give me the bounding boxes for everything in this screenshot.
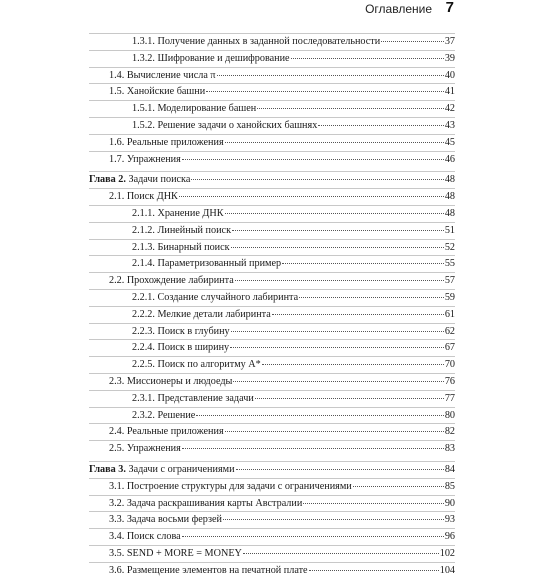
toc-entry-title: 3.1. Построение структуры для задачи с ограничениями	[109, 480, 352, 492]
toc-page-number: 102	[439, 547, 455, 559]
toc-entry[interactable]	[89, 407, 455, 424]
toc-entry[interactable]	[89, 67, 455, 84]
toc-page-number: 77	[444, 392, 455, 404]
toc-page-number: 61	[444, 308, 455, 320]
dot-leader	[291, 58, 444, 59]
toc-page-number: 85	[444, 480, 455, 492]
dot-leader	[232, 230, 444, 231]
dot-leader	[233, 381, 443, 382]
page-header	[0, 0, 550, 24]
toc-page-number: 80	[444, 409, 455, 421]
dot-leader	[353, 486, 444, 487]
running-title: Оглавление	[365, 2, 432, 16]
toc-entry[interactable]	[89, 255, 455, 272]
toc-page-number: 42	[444, 103, 455, 115]
toc-page-number: 62	[444, 325, 455, 337]
toc-entry[interactable]	[89, 390, 455, 407]
toc-page-number: 76	[444, 375, 455, 387]
toc-entry-title: 1.5. Ханойские башни	[109, 86, 206, 98]
toc-page-number: 57	[444, 275, 455, 287]
toc-entry[interactable]	[89, 339, 455, 356]
toc-page-number: 83	[444, 443, 455, 455]
toc-page-number: 52	[444, 241, 455, 253]
page-number: 7	[445, 0, 454, 16]
toc-entry[interactable]	[89, 440, 455, 457]
toc-page-number: 48	[444, 174, 455, 186]
toc-entry[interactable]	[89, 356, 455, 373]
toc-page-number: 40	[444, 69, 455, 81]
toc-entry[interactable]	[89, 511, 455, 528]
dot-leader	[182, 536, 444, 537]
toc-entry[interactable]	[89, 188, 455, 205]
toc-entry-title: 3.3. Задача восьми ферзей	[109, 514, 222, 526]
dot-leader	[381, 41, 444, 42]
toc-page-number: 41	[444, 86, 455, 98]
toc-entry-title: 2.3.1. Представление задачи	[132, 392, 254, 404]
toc-entry-title	[89, 172, 190, 188]
toc-entry-title: 2.2.2. Мелкие детали лабиринта	[132, 308, 271, 320]
toc-entry[interactable]	[89, 545, 455, 562]
toc-page-number: 55	[444, 258, 455, 270]
toc-entry-title: 2.4. Реальные приложения	[109, 426, 224, 438]
toc-page-number: 45	[444, 136, 455, 148]
toc-entry[interactable]	[89, 239, 455, 256]
dot-leader	[196, 415, 443, 416]
toc-entry-title: 2.2. Прохождение лабиринта	[109, 275, 234, 287]
toc-entry-title: 1.3.2. Шифрование и дешифрование	[132, 52, 290, 64]
toc-entry-title: 2.2.1. Создание случайного лабиринта	[132, 291, 299, 303]
dot-leader	[182, 159, 444, 160]
dot-leader	[303, 503, 444, 504]
chapter-label: Глава 3.	[89, 463, 126, 475]
toc-chapter-entry[interactable]	[89, 461, 455, 478]
toc-entry[interactable]	[89, 222, 455, 239]
toc-entry-title: 1.5.1. Моделирование башен	[132, 103, 257, 115]
toc-page-number: 67	[444, 342, 455, 354]
dot-leader	[225, 142, 444, 143]
toc-entry[interactable]	[89, 151, 455, 168]
dot-leader	[191, 179, 443, 180]
toc-page-number: 90	[444, 497, 455, 509]
toc-entry-title: 1.4. Вычисление числа π	[109, 69, 216, 81]
dot-leader	[257, 108, 444, 109]
toc-entry-title: 2.1.3. Бинарный поиск	[132, 241, 230, 253]
toc-page-number: 39	[444, 52, 455, 64]
dot-leader	[272, 314, 444, 315]
dot-leader	[206, 91, 444, 92]
toc-entry-title: 2.1.2. Линейный поиск	[132, 224, 232, 236]
chapter-label: Глава 2.	[89, 174, 126, 186]
dot-leader	[318, 125, 444, 126]
dot-leader	[243, 553, 439, 554]
toc-page-number: 70	[444, 359, 455, 371]
toc-entry-title: 1.3.1. Получение данных в заданной последовательности	[132, 36, 381, 47]
toc-entry[interactable]	[89, 562, 455, 579]
toc-entry-title: 2.1.1. Хранение ДНК	[132, 207, 224, 219]
toc-entry[interactable]	[89, 423, 455, 440]
dot-leader	[236, 469, 444, 470]
dot-leader	[282, 263, 444, 264]
toc-entry[interactable]	[89, 306, 455, 323]
toc-entry[interactable]	[89, 83, 455, 100]
toc-chapter-entry[interactable]	[89, 171, 455, 188]
toc-page-number: 59	[444, 291, 455, 303]
dot-leader	[299, 297, 444, 298]
toc-entry[interactable]	[89, 33, 455, 50]
toc-entry-title: 2.3.2. Решение	[132, 409, 196, 421]
dot-leader	[262, 364, 444, 365]
toc-entry[interactable]	[89, 205, 455, 222]
toc-entry-title: 2.2.5. Поиск по алгоритму A*	[132, 359, 261, 371]
toc-entry-title: 2.1.4. Параметризованный пример	[132, 258, 282, 270]
toc-page-number: 37	[444, 36, 455, 47]
dot-leader	[223, 519, 444, 520]
toc-entry[interactable]	[89, 478, 455, 495]
toc-entry[interactable]	[89, 289, 455, 306]
toc-entry[interactable]	[89, 100, 455, 117]
toc-entry[interactable]	[89, 50, 455, 67]
toc-entry[interactable]	[89, 134, 455, 151]
dot-leader	[255, 398, 444, 399]
toc-entry-title: 2.2.3. Поиск в глубину	[132, 325, 230, 337]
toc-entry[interactable]	[89, 323, 455, 340]
dot-leader	[309, 570, 439, 571]
toc-entry[interactable]	[89, 117, 455, 134]
toc-entry[interactable]	[89, 495, 455, 512]
toc-page-number: 96	[444, 531, 455, 543]
dot-leader	[179, 196, 444, 197]
toc-entry-title: 1.6. Реальные приложения	[109, 136, 224, 148]
dot-leader	[231, 247, 444, 248]
table-of-contents	[89, 33, 455, 579]
toc-entry-title: 1.7. Упражнения	[109, 153, 181, 165]
toc-entry[interactable]	[89, 272, 455, 289]
toc-entry-title: 3.2. Задача раскрашивания карты Австралии	[109, 497, 303, 509]
toc-entry-title: 1.5.2. Решение задачи о ханойских башнях	[132, 119, 318, 131]
toc-entry-title: 2.2.4. Поиск в ширину	[132, 342, 230, 354]
dot-leader	[235, 280, 444, 281]
toc-entry[interactable]	[89, 373, 455, 390]
toc-page-number: 93	[444, 514, 455, 526]
toc-entry-title: 2.1. Поиск ДНК	[109, 191, 178, 203]
dot-leader	[231, 331, 444, 332]
dot-leader	[230, 347, 444, 348]
chapter-title: Задачи с ограничениями	[125, 463, 235, 475]
toc-page-number: 43	[444, 119, 455, 131]
dot-leader	[182, 448, 444, 449]
chapter-title: Задачи поиска	[125, 174, 191, 186]
dot-leader	[217, 75, 444, 76]
toc-page-number: 48	[444, 207, 455, 219]
dot-leader	[225, 213, 444, 214]
toc-page-number: 51	[444, 224, 455, 236]
toc-page-number: 82	[444, 426, 455, 438]
toc-page-number: 46	[444, 153, 455, 165]
toc-page-number: 48	[444, 191, 455, 203]
toc-entry-title	[89, 462, 235, 478]
toc-entry-title: 2.3. Миссионеры и людоеды	[109, 375, 233, 387]
dot-leader	[225, 431, 444, 432]
toc-entry-title: 2.5. Упражнения	[109, 443, 181, 455]
toc-entry[interactable]	[89, 528, 455, 545]
toc-entry-title: 3.5. SEND + MORE = MONEY	[109, 547, 242, 559]
toc-entry-title: 3.4. Поиск слова	[109, 531, 181, 543]
toc-entry-title: 3.6. Размещение элементов на печатной плате	[109, 564, 308, 576]
toc-page-number: 104	[439, 564, 455, 576]
toc-page-number: 84	[444, 463, 455, 475]
